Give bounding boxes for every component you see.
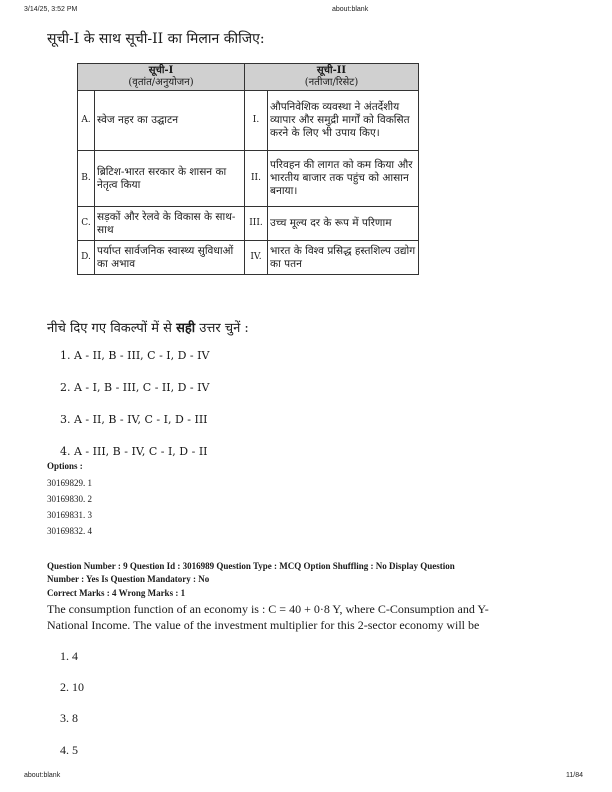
option-id: 30169832. 4 [47,526,92,536]
question-meta-line-1: Question Number : 9 Question Id : 3016989 Question Type : MCQ Option Shuffling : No Display Question [47,561,455,571]
row-label: IV. [245,241,268,275]
list-2-header: सूची-II (नतीजा/रिसेट) [245,64,419,91]
list-1-item: स्वेज नहर का उद्घाटन [95,91,245,151]
list-1-item: ब्रिटिश-भारत सरकार के शासन का नेतृत्व किया [95,151,245,207]
row-label: II. [245,151,268,207]
choice-item: 1. A - II, B - III, C - I, D - IV [60,349,210,362]
list-2-item: औपनिवेशिक व्यवस्था ने अंतर्देशीय व्यापार और समुद्री मार्गों को विकसित करने के लिए भी उपाय किए। [268,91,419,151]
print-datetime: 3/14/25, 3:52 PM [24,6,78,13]
row-label: III. [245,207,268,241]
print-page-number: 11/84 [566,772,583,779]
question-text-line-1: The consumption function of an economy is : C = 40 + 0·8 Y, where C-Consumption and Y- [47,602,489,616]
question-marks: Correct Marks : 4 Wrong Marks : 1 [47,588,186,598]
choice-item: 2. A - I, B - III, C - II, D - IV [60,381,210,394]
row-label: C. [78,207,95,241]
option-id: 30169830. 2 [47,494,92,504]
choice-item: 2. 10 [60,680,84,694]
list-2-item: परिवहन की लागत को कम किया और भारतीय बाजार तक पहुंच को आसान बनाया। [268,151,419,207]
match-table [77,63,419,275]
print-footer-url: about:blank [24,772,61,779]
option-id: 30169829. 1 [47,478,92,488]
row-label: A. [78,91,95,151]
table-row [78,151,419,207]
choice-item: 4. A - III, B - IV, C - I, D - II [60,445,208,458]
table-row [78,91,419,151]
print-page-title: about:blank [332,6,369,13]
match-table-header [78,64,419,91]
table-row [78,241,419,275]
choice-item: 3. 8 [60,711,78,725]
list-1-header: सूची-I (वृतांत/अनुयोजन) [78,64,245,91]
list-2-item: उच्च मूल्य दर के रूप में परिणाम [268,207,419,241]
table-row [78,207,419,241]
choice-item: 3. A - II, B - IV, C - I, D - III [60,413,208,426]
list-1-item: सड़कों और रेलवे के विकास के साथ-साथ [95,207,245,241]
list-2-item: भारत के विश्व प्रसिद्ध हस्तशिल्प उद्योग का पतन [268,241,419,275]
question-instruction: सूची-I के साथ सूची-II का मिलान कीजिए: [47,31,265,47]
row-label: I. [245,91,268,151]
choice-item: 1. 4 [60,649,78,663]
choice-item: 4. 5 [60,743,78,757]
row-label: D. [78,241,95,275]
list-1-item: पर्याप्त सार्वजनिक स्वास्थ्य सुविधाओं का अभाव [95,241,245,275]
options-label: Options : [47,461,83,471]
question-text-line-2: National Income. The value of the investment multiplier for this 2-sector economy will be [47,618,480,632]
question-meta-line-2: Number : Yes Is Question Mandatory : No [47,574,210,584]
choose-instruction: नीचे दिए गए विकल्पों में से सही उत्तर चुनें : [47,321,249,336]
row-label: B. [78,151,95,207]
option-id: 30169831. 3 [47,510,92,520]
